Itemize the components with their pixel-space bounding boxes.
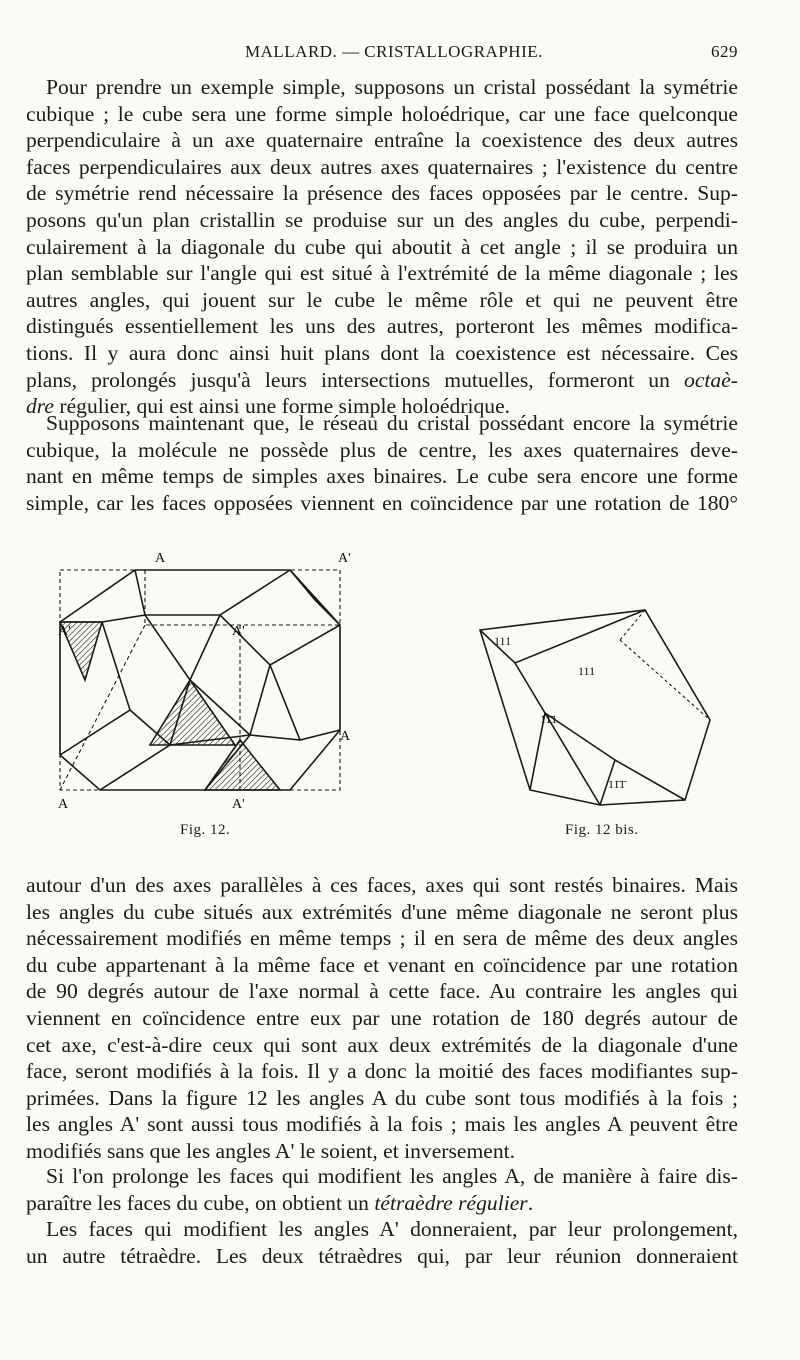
text-line: les angles A' sont aussi tous modifiés à la fois ; mais les angles A peuvent être <box>26 1112 738 1137</box>
text-line: plan semblable sur l'angle qui est situé à l'extrémité de la même diagonale ; les <box>26 261 738 286</box>
text-line: faces perpendiculaires aux deux autres axes quaternaires ; l'existence du centre <box>26 154 738 179</box>
paragraph-regular-tetrahedron <box>26 1163 738 1216</box>
text-line: les angles du cube situés aux extrémités d'une même diagonale ne seront plus <box>26 899 738 924</box>
figure-12-bis-caption: Fig. 12 bis. <box>565 822 639 838</box>
label-A-prime-bottom: A' <box>232 797 245 812</box>
text-line: Supposons maintenant que, le réseau du cristal possédant encore la symétrie <box>46 411 738 435</box>
page-number: 629 <box>711 42 738 61</box>
label-A-prime-center: A' <box>232 624 245 639</box>
face-label-111-large: 111 <box>578 664 596 678</box>
text-line: nant en même temps de simples axes binaires. Le cube sera encore une forme <box>26 464 738 489</box>
text-line: tions. Il y aura donc ainsi huit plans dont la coexistence est nécessaire. Ces <box>26 340 738 365</box>
text-line: culairement à la diagonale du cube qui aboutit à cet angle ; il se produira un <box>26 234 738 259</box>
figure-12-drawing <box>40 540 370 830</box>
text-line: Pour prendre un exemple simple, supposons un cristal possédant la symétrie <box>46 75 738 99</box>
text-line: dre régulier, qui est ainsi une forme simple holoédrique. <box>26 394 511 419</box>
text-line: cubique ; le cube sera une forme simple holoédrique, car une face quelconque <box>26 101 738 126</box>
text-line: posons qu'un plan cristallin se produise sur un des angles du cube, perpendi- <box>26 207 738 232</box>
paragraph-tetrahedral <box>26 410 738 516</box>
face-label-1-bar1-bar1: 11̄1̄ <box>608 777 626 791</box>
figure-12-caption: Fig. 12. <box>180 822 231 838</box>
text-line: modifiés sans que les angles A' le soient, et inversement. <box>26 1138 516 1163</box>
running-header <box>60 36 738 66</box>
italic-term: tétraèdre régulier <box>374 1190 528 1215</box>
text-line: cubique, la molécule ne possède plus de centre, les axes quaternaires deve- <box>26 437 738 462</box>
text-line: du cube appartenant à la même face et venant en coïncidence par une rotation <box>26 952 738 977</box>
label-A-bottom-left: A <box>58 797 69 812</box>
text-line: paraître les faces du cube, on obtient un tétraèdre régulier. <box>26 1190 534 1215</box>
text-line: nécessairement modifiés en même temps ; il en sera de même des deux angles <box>26 926 738 951</box>
italic-term: dre <box>26 394 54 419</box>
text-line: perpendiculaire à un axe quaternaire entraîne la coexistence des deux autres <box>26 128 738 153</box>
label-A-prime-left: A' <box>58 624 71 639</box>
face-label-111-small: 111 <box>494 634 512 648</box>
text-line: primées. Dans la figure 12 les angles A du cube sont tous modifiés à la fois ; <box>26 1085 738 1110</box>
label-A-right: A <box>340 729 351 744</box>
running-title: MALLARD. — CRISTALLOGRAPHIE. <box>245 42 543 61</box>
text-line: autres angles, qui jouent sur le cube le même rôle et qui ne peuvent être <box>26 287 738 312</box>
text-line: Les faces qui modifient les angles A' donneraient, par leur prolongement, <box>46 1217 738 1241</box>
text-line: autour d'un des axes parallèles à ces faces, axes qui sont restés binaires. Mais <box>26 873 738 897</box>
text-line: plans, prolongés jusqu'à leurs intersections mutuelles, formeront un octaè- <box>26 367 738 392</box>
text-line: de 90 degrés autour de l'axe normal à cette face. Au contraire les angles qui <box>26 979 738 1004</box>
figure-12-bis-drawing <box>470 595 720 815</box>
text-line: simple, car les faces opposées viennent en coïncidence par une rotation de 180° <box>26 490 738 515</box>
text-line: viennent en coïncidence entre eux par une rotation de 180 degrés autour de <box>26 1005 738 1030</box>
label-A-top: A <box>155 551 166 566</box>
text-line: cet axe, c'est-à-dire ceux qui sont aux deux extrémités de la diagonale d'une <box>26 1032 738 1057</box>
paragraph-binary-axes <box>26 872 738 1165</box>
italic-term: octaè- <box>684 367 738 392</box>
text-line: face, seront modifiés à la fois. Il y a donc la moitié des faces modifiantes sup- <box>26 1059 738 1084</box>
paragraph-second-tetrahedron <box>26 1216 738 1269</box>
paragraph-octahedron <box>26 74 738 420</box>
text-line: distingués essentiellement les uns des autres, porteront les mêmes modifica- <box>26 314 738 339</box>
text-line: Si l'on prolonge les faces qui modifient les angles A, de manière à faire dis- <box>46 1164 738 1188</box>
text-line: un autre tétraèdre. Les deux tétraèdres qui, par leur réunion donneraient <box>26 1243 738 1268</box>
text-line: de symétrie rend nécessaire la présence des faces opposées par le centre. Sup- <box>26 181 738 206</box>
face-label-1-bar1-1: 11̄1 <box>540 712 558 726</box>
label-A-prime-top: A' <box>338 551 351 566</box>
